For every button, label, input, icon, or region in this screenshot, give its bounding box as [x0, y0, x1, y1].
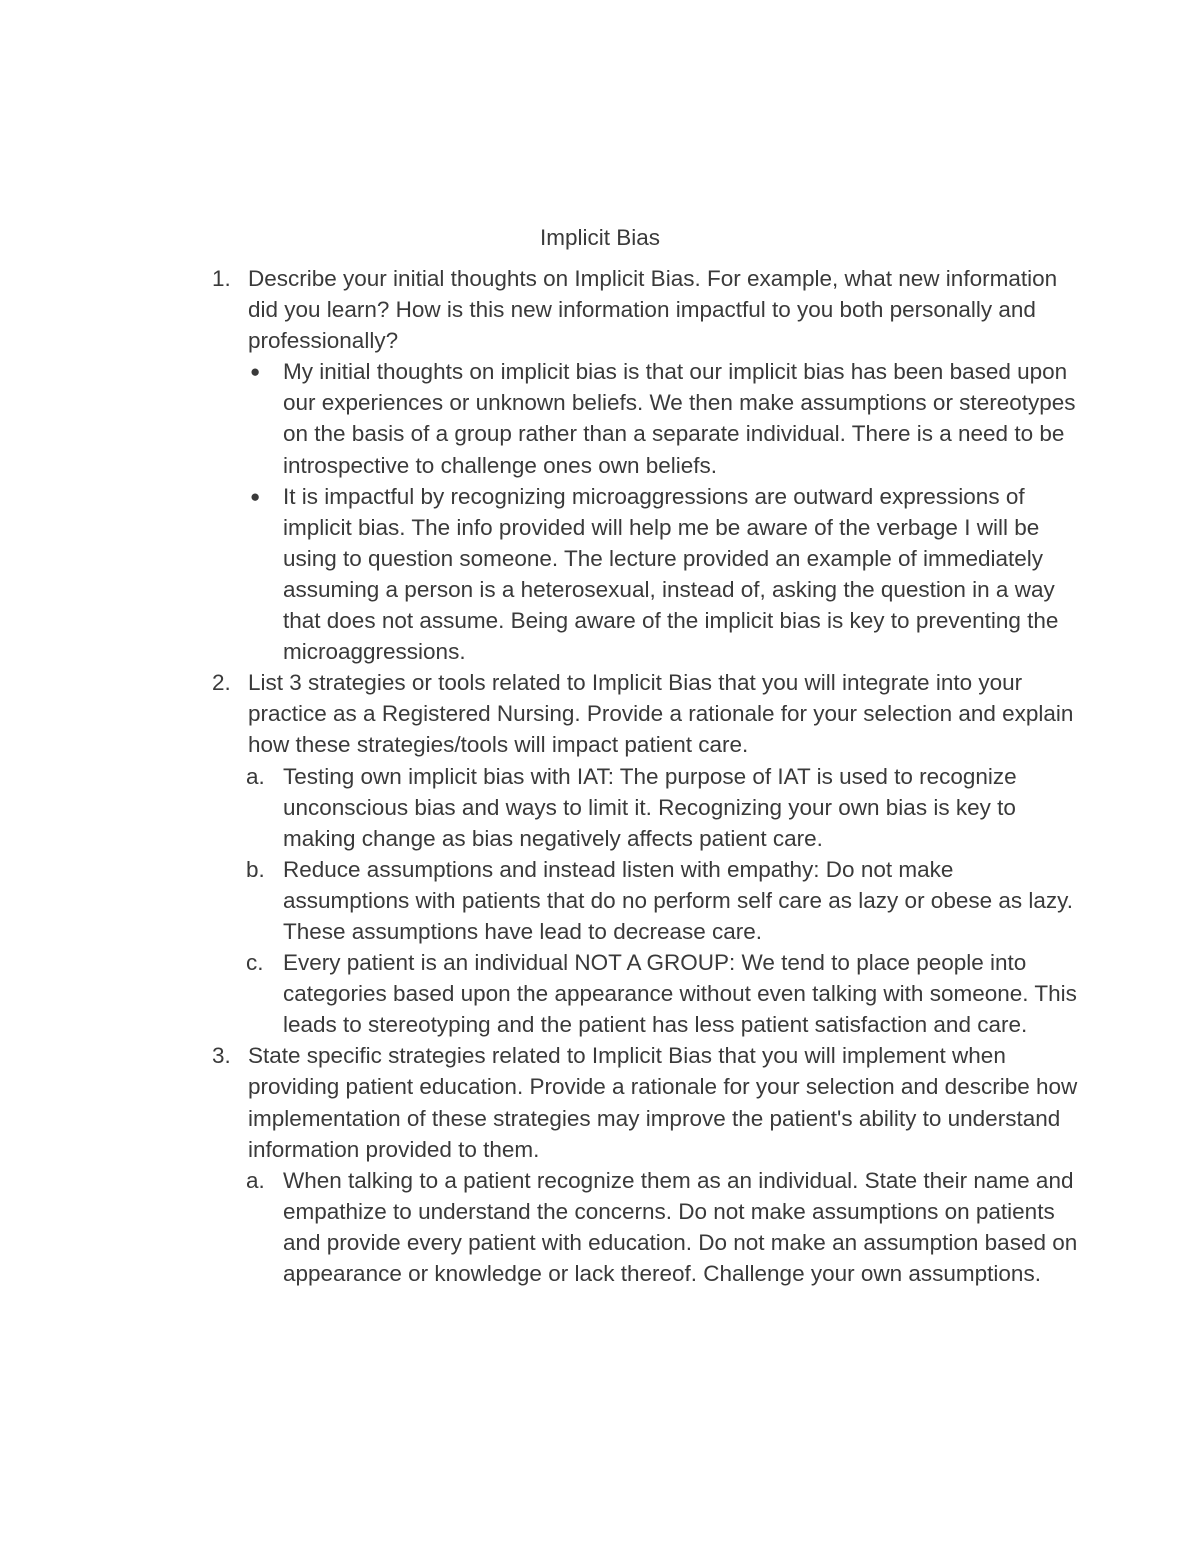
question-text: Describe your initial thoughts on Implicit Bias. For example, what new information did you learn? How is this new information impactful to you both personally and professionally?: [248, 266, 1058, 354]
answer-item: [248, 356, 1080, 480]
question-item: [200, 1040, 1080, 1289]
answer-item: [248, 947, 1080, 1040]
answer-item: [248, 761, 1080, 854]
answer-item: [248, 481, 1080, 668]
question-number: 2.: [212, 670, 231, 696]
question-text: List 3 strategies or tools related to Implicit Bias that you will integrate into your practice as a Registered Nursing. Provide a rationale for your selection and explain how these strategies/tools will impact patient care.: [248, 670, 1074, 758]
question-list: [200, 263, 1080, 1289]
letter-marker: a.: [246, 1167, 265, 1193]
answer-item: [248, 854, 1080, 947]
question-text: State specific strategies related to Implicit Bias that you will implement when providing patient education. Provide a rationale for your selection and describe how implementation of these strategies may improve the patient's ability to understand information provided to them.: [248, 1043, 1078, 1162]
answer-item: [248, 1165, 1080, 1289]
document-title: Implicit Bias: [539, 225, 661, 250]
answer-text: Testing own implicit bias with IAT: The purpose of IAT is used to recognize unconscious bias and ways to limit it. Recognizing your own bias is key to making change as bias negatively affects patient care.: [283, 763, 1017, 851]
bullet-marker: ●: [250, 486, 261, 506]
answer-text: When talking to a patient recognize them as an individual. State their name and empathize to understand the concerns. Do not make assumptions on patients and provide every patient with education. Do not make an assumption based on appearance or knowledge or lack thereof. Challenge your own assumptions.: [283, 1167, 1078, 1286]
bullet-marker: ●: [250, 362, 261, 382]
answer-text: Every patient is an individual NOT A GROUP: We tend to place people into categories based upon the appearance without even talking with someone. This leads to stereotyping and the patient has less patient satisfaction and care.: [283, 950, 1077, 1038]
letter-marker: b.: [246, 856, 265, 882]
letter-marker: c.: [246, 950, 264, 976]
question-number: 3.: [212, 1043, 231, 1069]
answer-text: Reduce assumptions and instead listen with empathy: Do not make assumptions with patients that do no perform self care as lazy or obese as lazy. These assumptions have lead to decrease care.: [283, 856, 1073, 944]
question-item: [200, 263, 1080, 667]
answer-text: It is impactful by recognizing microaggressions are outward expressions of implicit bias. The info provided will help me be aware of the verbage I will be using to question someone. The lecture provided an example of immediately assuming a person is a heterosexual, instead of, asking the question in a way that does not assume. Being aware of the implicit bias is key to preventing the microaggressions.: [283, 483, 1059, 665]
question-number: 1.: [212, 266, 231, 291]
answer-text: My initial thoughts on implicit bias is that our implicit bias has been based upon our experiences or unknown beliefs. We then make assumptions or stereotypes on the basis of a group rather than a separate individual. There is a need to be introspective to challenge ones own beliefs.: [283, 359, 1076, 478]
letter-marker: a.: [246, 763, 265, 789]
question-item: [200, 667, 1080, 1040]
